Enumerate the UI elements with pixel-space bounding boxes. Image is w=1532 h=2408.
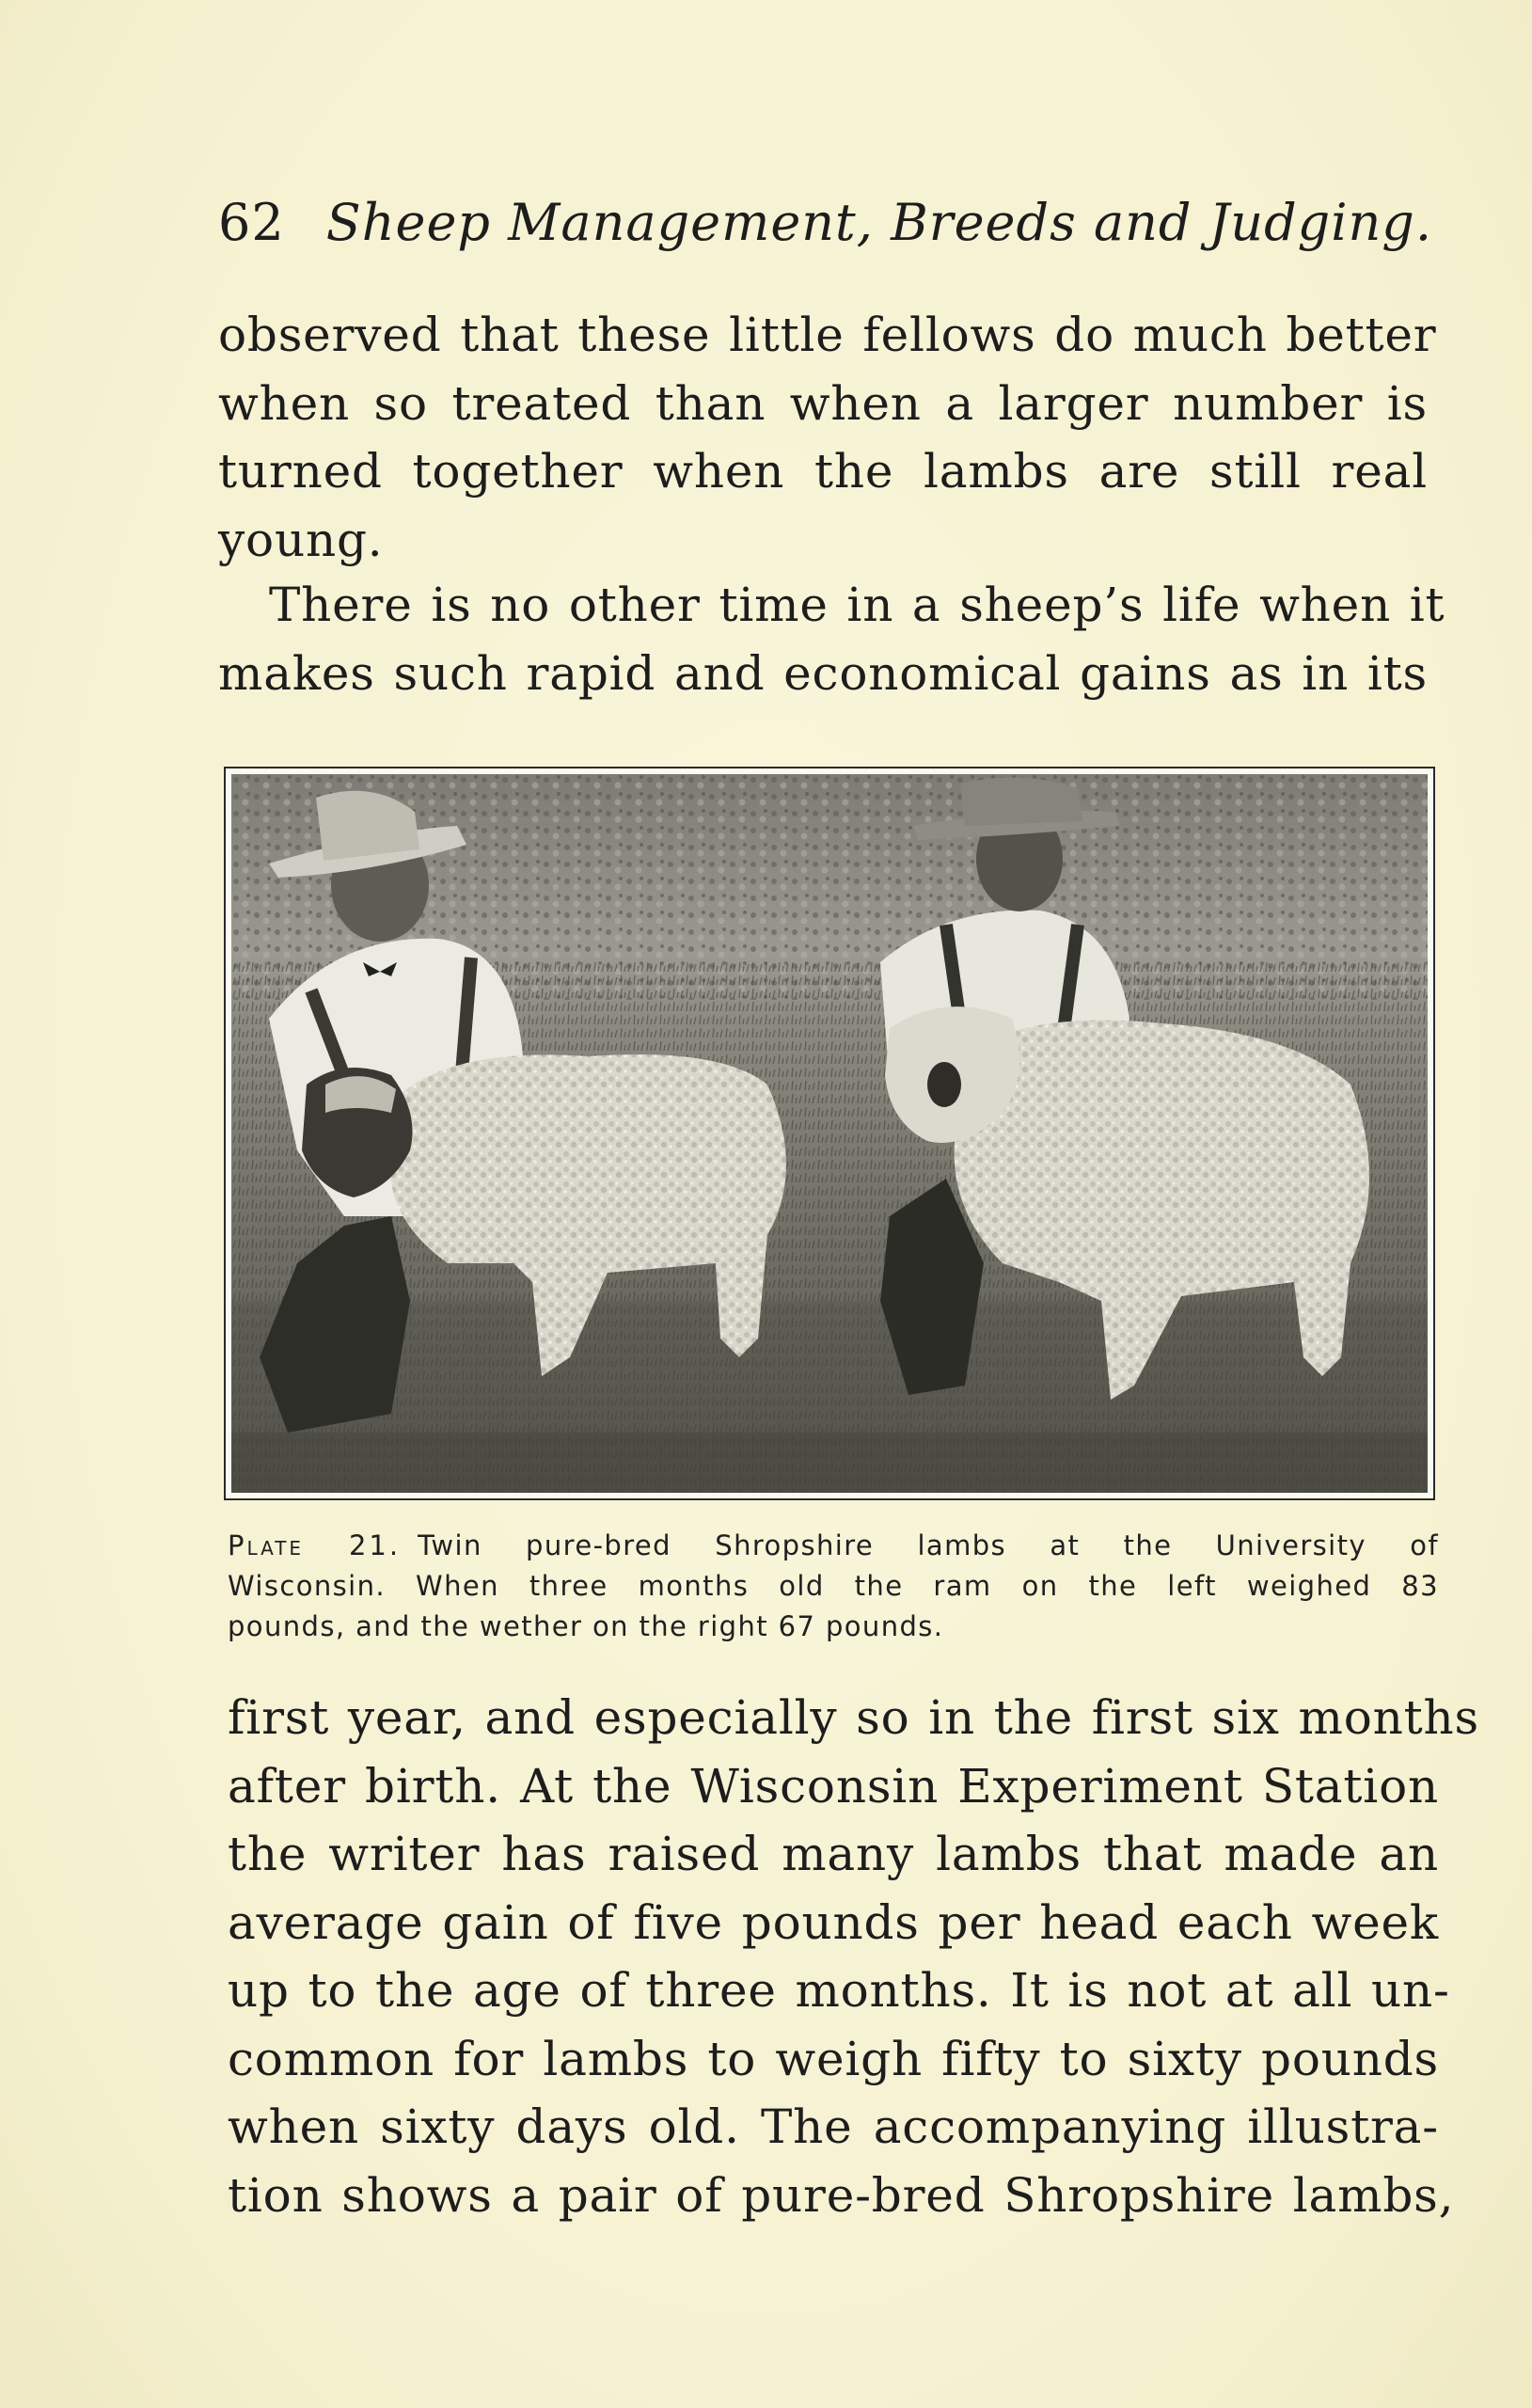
text-line: common for lambs to weigh fifty to sixty pounds xyxy=(228,2031,1439,2086)
text-line: when sixty days old. The accompanying illustra- xyxy=(228,2099,1439,2154)
page-number: 62 xyxy=(218,193,285,252)
caption-text: Twin pure-bred Shropshire lambs at the University of xyxy=(418,1529,1439,1561)
plate-photograph xyxy=(224,767,1435,1500)
text-line: There is no other time in a sheep’s life when it xyxy=(269,578,1445,632)
lambs-photo-illustration xyxy=(231,774,1428,1493)
text-line: the writer has raised many lambs that made an xyxy=(228,1827,1439,1881)
running-title: Sheep Management, Breeds and Judging. xyxy=(325,193,1432,252)
text-line: tion shows a pair of pure-bred Shropshire lambs, xyxy=(228,2167,1455,2223)
plate-caption xyxy=(228,1526,1439,1647)
caption-line: pounds, and the wether on the right 67 pounds. xyxy=(228,1610,944,1642)
text-line: turned together when the lambs are still real xyxy=(218,444,1428,499)
text-line: young. xyxy=(218,512,384,567)
paragraph-continued xyxy=(218,301,1437,574)
caption-line xyxy=(228,1526,1439,1566)
paragraph-first-year xyxy=(228,1684,1479,2229)
caption-line: Wisconsin. When three months old the ram on the left weighed 83 xyxy=(228,1570,1439,1602)
running-head xyxy=(218,193,1432,252)
text-line: when so treated than when a larger number is xyxy=(218,375,1428,431)
text-line: average gain of five pounds per head each week xyxy=(228,1894,1439,1950)
text-line: after birth. At the Wisconsin Experiment Station xyxy=(228,1758,1439,1814)
paragraph-gains xyxy=(218,571,1445,707)
text-line: observed that these little fellows do much better xyxy=(218,308,1437,362)
text-line: up to the age of three months. It is not at all un- xyxy=(228,1963,1450,2018)
text-line: makes such rapid and economical gains as in its xyxy=(218,645,1428,701)
text-line: first year, and especially so in the first six months xyxy=(228,1690,1479,1745)
plate-label: Plate 21. xyxy=(228,1529,402,1561)
